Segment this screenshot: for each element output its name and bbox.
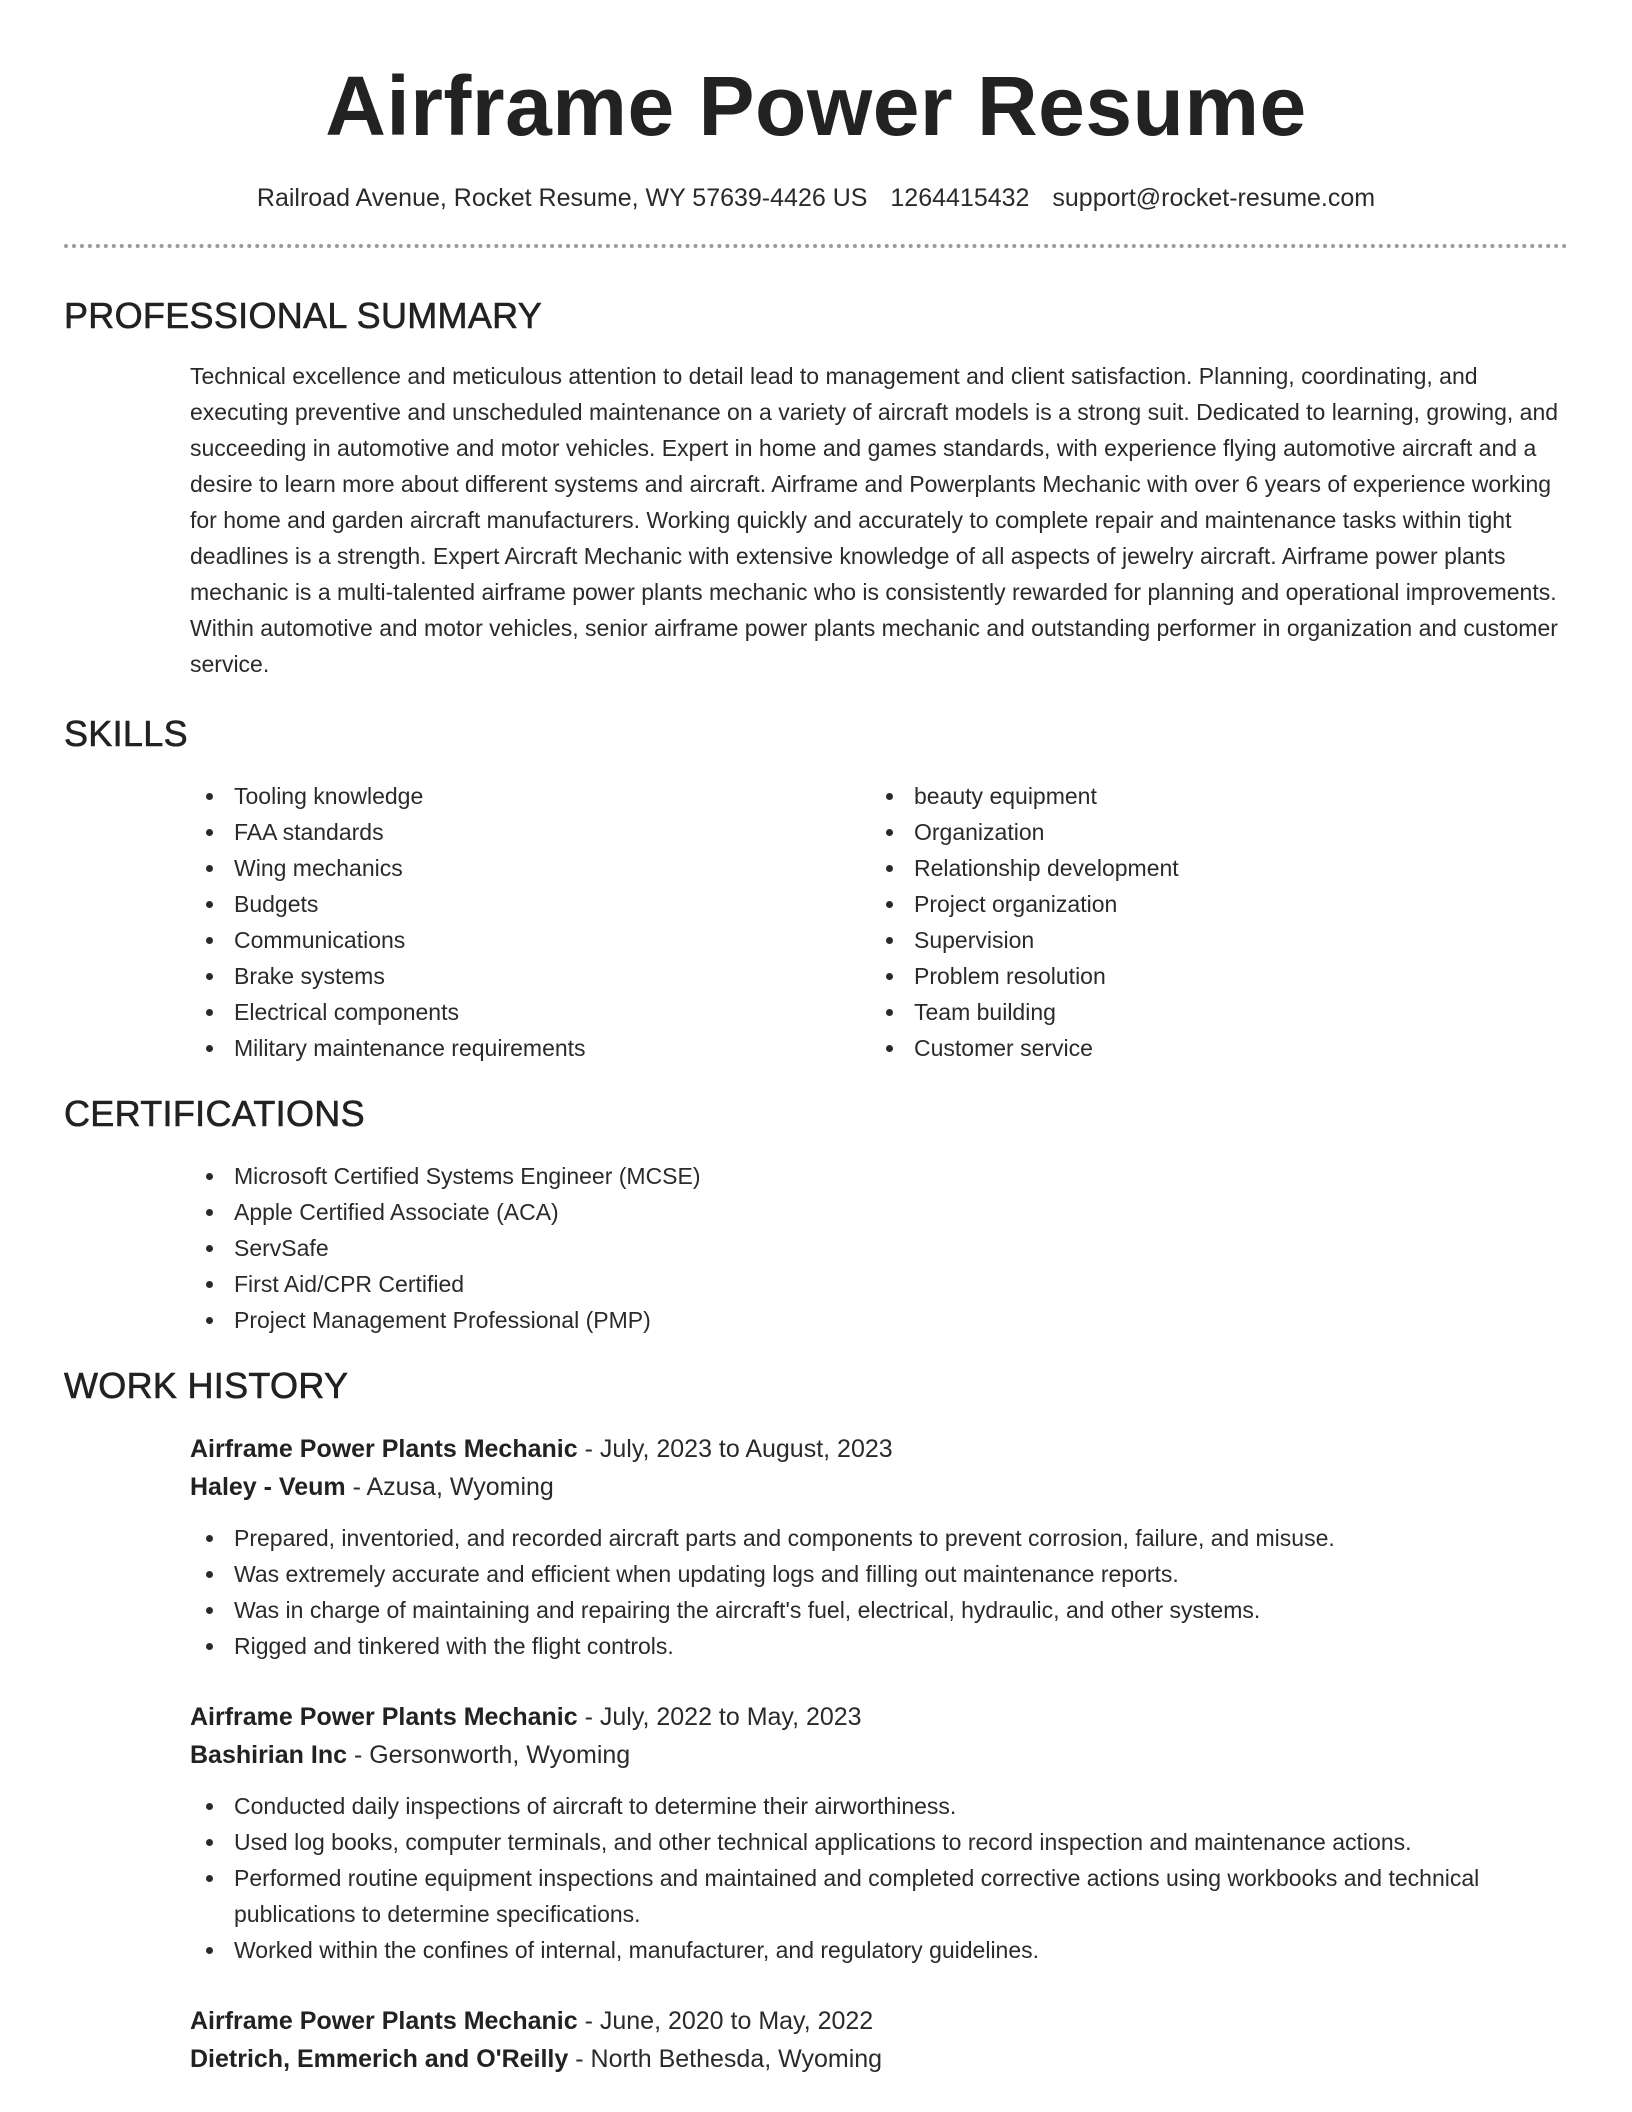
skill-item: Communications <box>190 922 870 958</box>
job-bullet: Conducted daily inspections of aircraft to determine their airworthiness. <box>190 1788 1568 1824</box>
job-bullet: Rigged and tinkered with the flight controls. <box>190 1628 1568 1664</box>
job-role: Airframe Power Plants Mechanic <box>190 1703 578 1731</box>
certification-item: Project Management Professional (PMP) <box>190 1302 1568 1338</box>
job-entry <box>64 1430 1568 1664</box>
skill-item: FAA standards <box>190 814 870 850</box>
section-title-summary: PROFESSIONAL SUMMARY <box>64 295 543 336</box>
job-bullet: Used log books, computer terminals, and other technical applications to record inspection and maintenance actions. <box>190 1824 1568 1860</box>
skill-item: Military maintenance requirements <box>190 1030 870 1066</box>
job-company: Dietrich, Emmerich and O'Reilly <box>190 2045 569 2073</box>
contact-line <box>64 180 1568 216</box>
certification-item: First Aid/CPR Certified <box>190 1266 1568 1302</box>
skill-item: beauty equipment <box>870 778 1550 814</box>
section-title-skills: SKILLS <box>64 713 188 754</box>
skill-item: Supervision <box>870 922 1550 958</box>
certifications-list <box>64 1158 1568 1338</box>
job-title-line <box>190 1430 1568 1468</box>
skill-item: Budgets <box>190 886 870 922</box>
skill-item: Team building <box>870 994 1550 1030</box>
job-company-line <box>190 2040 1568 2078</box>
skill-item: Wing mechanics <box>190 850 870 886</box>
job-company: Bashirian Inc <box>190 1741 347 1769</box>
job-entry <box>64 2002 1568 2078</box>
skill-item: Organization <box>870 814 1550 850</box>
skill-item: Tooling knowledge <box>190 778 870 814</box>
certification-item: Microsoft Certified Systems Engineer (MCSE) <box>190 1158 1568 1194</box>
skill-item: Problem resolution <box>870 958 1550 994</box>
job-entry <box>64 1698 1568 1968</box>
resume-name: Airframe Power Resume <box>325 59 1307 153</box>
job-location: - North Bethesda, Wyoming <box>568 2045 883 2073</box>
certification-item: ServSafe <box>190 1230 1568 1266</box>
job-dates: - July, 2023 to August, 2023 <box>577 1435 893 1463</box>
job-bullet: Was in charge of maintaining and repairing the aircraft's fuel, electrical, hydraulic, and other systems. <box>190 1592 1568 1628</box>
job-dates: - June, 2020 to May, 2022 <box>577 2007 874 2035</box>
skill-item: Electrical components <box>190 994 870 1030</box>
job-dates: - July, 2022 to May, 2023 <box>577 1703 862 1731</box>
skills-list-right <box>870 778 1550 1066</box>
job-company: Haley - Veum <box>190 1473 346 1501</box>
contact-email: support@rocket-resume.com <box>1052 184 1376 212</box>
job-company-line <box>190 1736 1568 1774</box>
skill-item: Relationship development <box>870 850 1550 886</box>
job-location: - Azusa, Wyoming <box>345 1473 554 1501</box>
skill-item: Brake systems <box>190 958 870 994</box>
job-bullet: Prepared, inventoried, and recorded aircraft parts and components to prevent corrosion, failure, and misuse. <box>190 1520 1568 1556</box>
section-title-work-history: WORK HISTORY <box>64 1365 349 1406</box>
job-bullet: Was extremely accurate and efficient when updating logs and filling out maintenance reports. <box>190 1556 1568 1592</box>
skills-grid <box>64 778 1568 1066</box>
job-role: Airframe Power Plants Mechanic <box>190 2007 578 2035</box>
certification-item: Apple Certified Associate (ACA) <box>190 1194 1568 1230</box>
skill-item: Customer service <box>870 1030 1550 1066</box>
contact-address: Railroad Avenue, Rocket Resume, WY 57639-4426 US <box>256 184 868 212</box>
contact-phone: 1264415432 <box>890 184 1030 212</box>
section-title-certifications: CERTIFICATIONS <box>64 1093 365 1134</box>
job-title-line <box>190 1698 1568 1736</box>
job-bullet-list <box>190 1520 1568 1664</box>
job-title-line <box>190 2002 1568 2040</box>
skill-item: Project organization <box>870 886 1550 922</box>
job-location: - Gersonworth, Wyoming <box>347 1741 631 1769</box>
job-bullet-list <box>190 1788 1568 1968</box>
job-bullet: Worked within the confines of internal, manufacturer, and regulatory guidelines. <box>190 1932 1568 1968</box>
job-bullet: Performed routine equipment inspections and maintained and completed corrective actions using workbooks and technical publications to determine specifications. <box>190 1860 1568 1932</box>
job-company-line <box>190 1468 1568 1506</box>
header-divider <box>64 244 1568 248</box>
skills-list-left <box>190 778 870 1066</box>
job-role: Airframe Power Plants Mechanic <box>190 1435 578 1463</box>
summary-text: Technical excellence and meticulous attention to detail lead to management and client satisfaction. Planning, coordinating, and executing preventive and unscheduled maintenance on a variety of aircraft models is a strong suit. Dedicated to learning, growing, and succeeding in automotive and motor vehicles. Expert in home and games standards, with experience flying automotive aircraft and a desire to learn more about different systems and aircraft. Airframe and Powerplants Mechanic with over 6 years of experience working for home and garden aircraft manufacturers. Working quickly and accurately to complete repair and maintenance tasks within tight deadlines is a strength. Expert Aircraft Mechanic with extensive knowledge of all aspects of jewelry aircraft. Airframe power plants mechanic is a multi-talented airframe power plants mechanic who is consistently rewarded for planning and operational improvements. Within automotive and motor vehicles, senior airframe power plants mechanic and outstanding performer in organization and customer service. <box>190 363 1559 677</box>
